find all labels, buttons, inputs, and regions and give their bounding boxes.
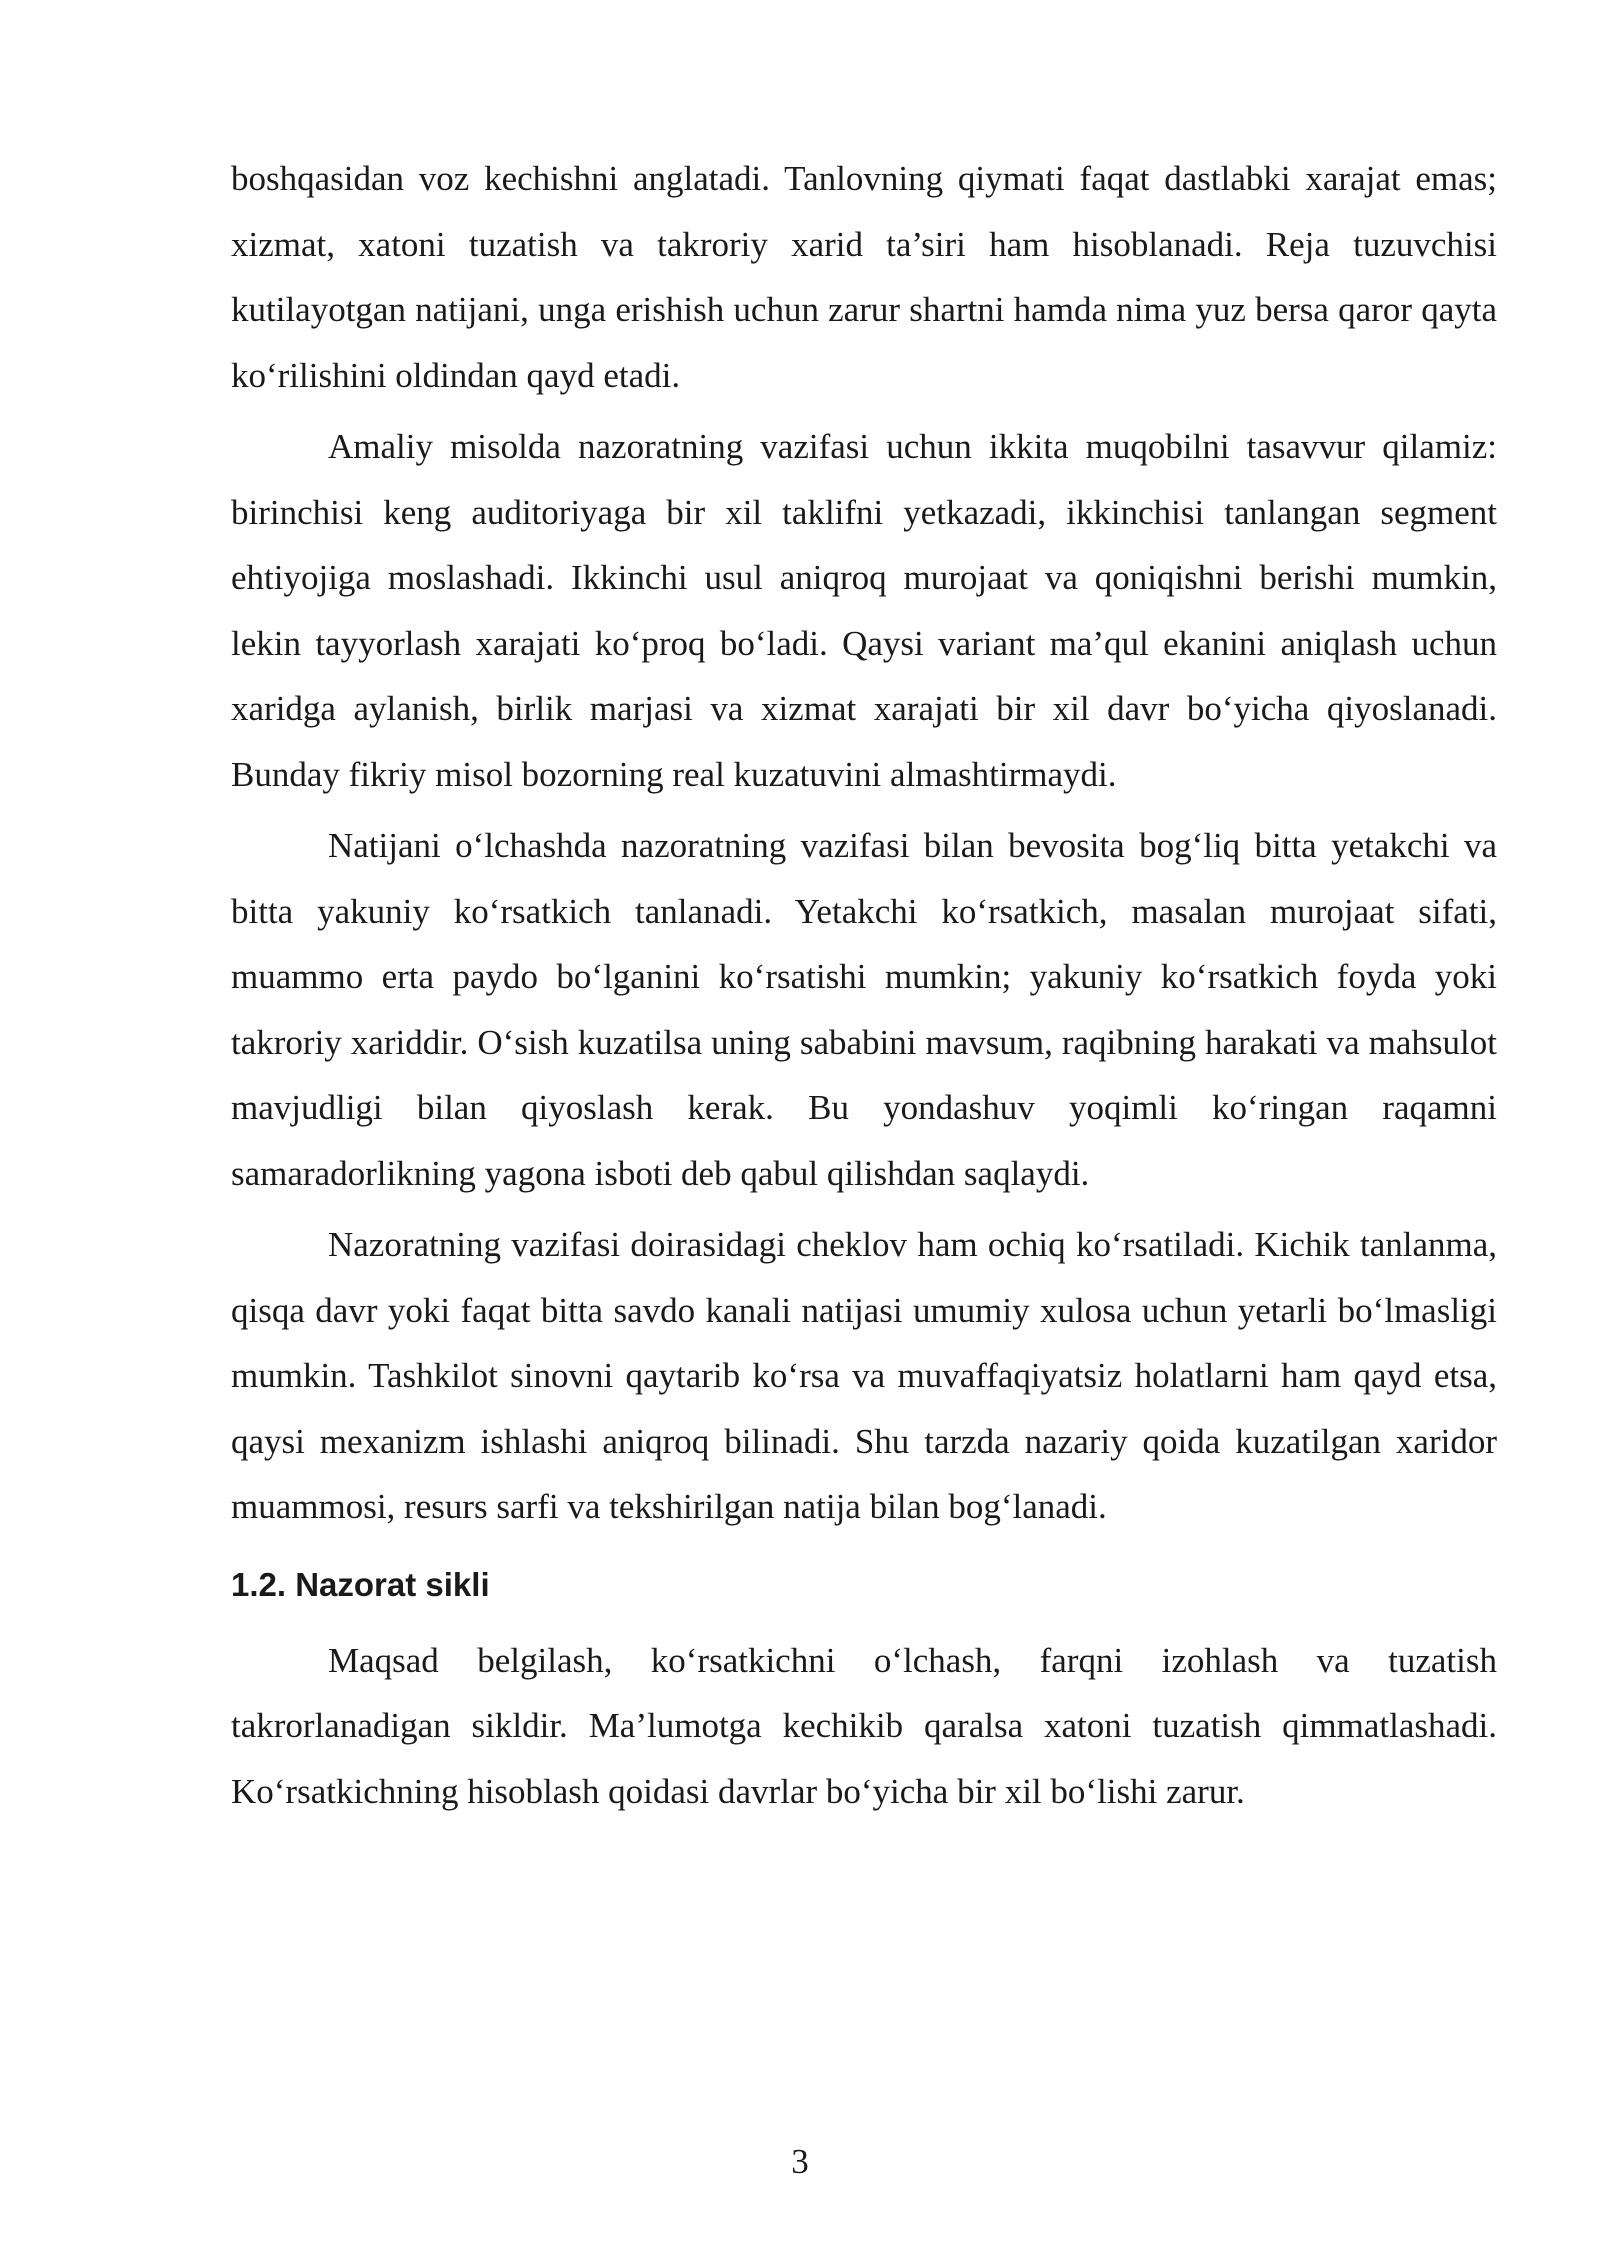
paragraph: boshqasidan voz kechishni anglatadi. Tanlovning qiymati faqat dastlabki xarajat emas; xizmat, xatoni tuzatish va takroriy xarid ta’siri ham hisoblanadi. Reja tuzuvchisi kutilayotgan natijani, unga erishish uchun zarur shartni hamda nima yuz bersa qaror qayta ko‘rilishini oldindan qayd etadi. <box>231 159 1497 395</box>
paragraph: Maqsad belgilash, ko‘rsatkichni o‘lchash, farqni izohlash va tuzatish takrorlanadigan sikldir. Ma’lumotga kechikib qaralsa xatoni tuzatish qimmatlashadi. Ko‘rsatkichning hisoblash qoidasi davrlar bo‘yicha bir xil bo‘lishi zarur. <box>231 1640 1497 1811</box>
section-heading: 1.2. Nazorat sikli <box>231 1565 490 1603</box>
paragraph: Natijani o‘lchashda nazoratning vazifasi bilan bevosita bog‘liq bitta yetakchi va bitta yakuniy ko‘rsatkich tanlanadi. Yetakchi ko‘rsatkich, masalan murojaat sifati, muammo erta paydo bo‘lganini ko‘rsatishi mumkin; yakuniy ko‘rsatkich foyda yoki takroriy xariddir. O‘sish kuzatilsa uning sababini mavsum, raqibning harakati va mahsulot mavjudligi bilan qiyoslash kerak. Bu yondashuv yoqimli ko‘ringan raqamni samaradorlikning yagona isboti deb qabul qilishdan saqlaydi. <box>231 826 1497 1193</box>
page-number: 3 <box>791 2142 809 2181</box>
paragraph: Nazoratning vazifasi doirasidagi cheklov ham ochiq ko‘rsatiladi. Kichik tanlanma, qisqa davr yoki faqat bitta savdo kanali natijasi umumiy xulosa uchun yetarli bo‘lmasligi mumkin. Tashkilot sinovni qaytarib ko‘rsa va muvaffaqiyatsiz holatlarni ham qayd etsa, qaysi mexanizm ishlashi aniqroq bilinadi. Shu tarzda nazariy qoida kuzatilgan xaridor muammosi, resurs sarfi va tekshirilgan natija bilan bog‘lanadi. <box>231 1225 1497 1526</box>
page-content <box>231 146 1497 1830</box>
paragraph: Amaliy misolda nazoratning vazifasi uchun ikkita muqobilni tasavvur qilamiz: birinchisi keng auditoriyaga bir xil taklifni yetkazadi, ikkinchisi tanlangan segment ehtiyojiga moslashadi. Ikkinchi usul aniqroq murojaat va qoniqishni berishi mumkin, lekin tayyorlash xarajati ko‘proq bo‘ladi. Qaysi variant ma’qul ekanini aniqlash uchun xaridga aylanish, birlik marjasi va xizmat xarajati bir xil davr bo‘yicha qiyoslanadi. Bunday fikriy misol bozorning real kuzatuvini almashtirmaydi. <box>231 427 1497 794</box>
